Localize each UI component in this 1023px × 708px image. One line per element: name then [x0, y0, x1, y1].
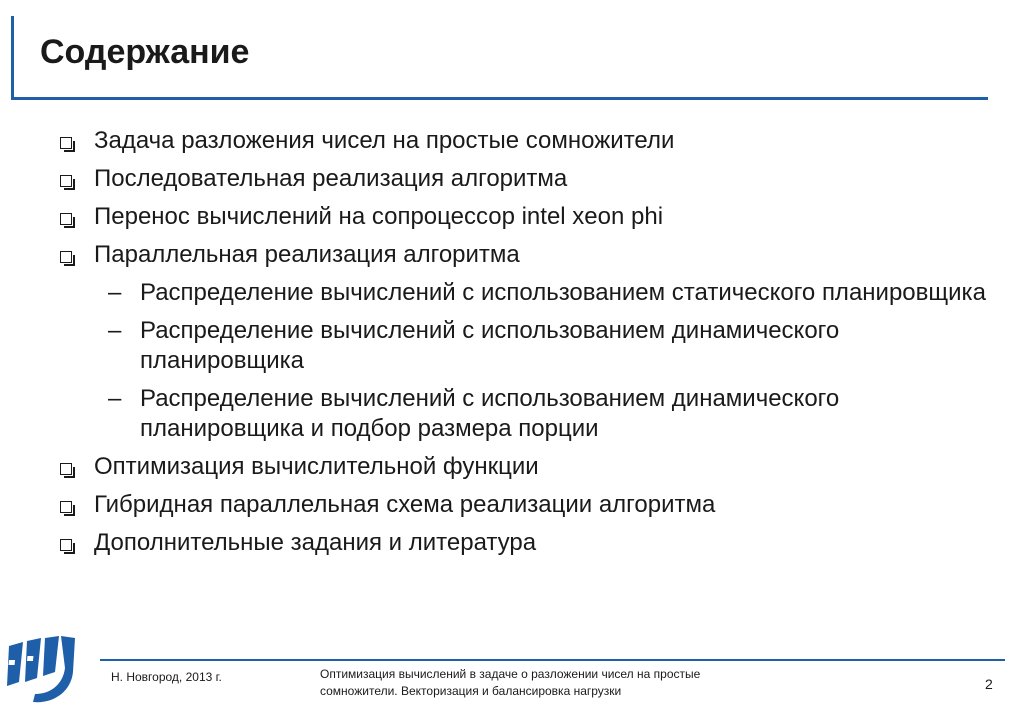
checkbox-bullet-icon: [60, 251, 72, 263]
title-underline: [11, 97, 988, 100]
dash-bullet: –: [108, 279, 122, 306]
list-item-text: Дополнительные задания и литература: [94, 529, 537, 556]
list-item-text: Гибридная параллельная схема реализации алгоритма: [94, 491, 716, 518]
sub-list-item: [108, 384, 1000, 444]
slide-title: Содержание: [40, 33, 250, 71]
list-item-text: Последовательная реализация алгоритма: [94, 165, 568, 192]
list-item: [60, 240, 1000, 270]
table-of-contents: [60, 126, 1000, 566]
checkbox-bullet-icon: [60, 175, 72, 187]
list-item-text: Перенос вычислений на сопроцессор intel xeon phi: [94, 203, 664, 230]
sub-list-item: [108, 278, 1000, 308]
list-item: [60, 164, 1000, 194]
list-item: [60, 490, 1000, 520]
checkbox-bullet-icon: [60, 463, 72, 475]
list-item: [60, 126, 1000, 156]
footer-divider: [100, 659, 1005, 661]
page-number: 2: [985, 676, 993, 692]
list-item: [60, 202, 1000, 232]
list-item: [60, 452, 1000, 482]
title-accent-bar: [11, 16, 14, 100]
dash-bullet: –: [108, 385, 122, 412]
sub-list-item-text: Распределение вычислений с использованием динамического планировщика: [140, 317, 840, 374]
list-item-text: Параллельная реализация алгоритма: [94, 241, 520, 268]
checkbox-bullet-icon: [60, 213, 72, 225]
footer-location-year: Н. Новгород, 2013 г.: [111, 670, 222, 684]
sub-list-item: [108, 316, 1000, 376]
list-item-text: Задача разложения чисел на простые сомножители: [94, 127, 675, 154]
checkbox-bullet-icon: [60, 137, 72, 149]
sub-list-item-text: Распределение вычислений с использованием статического планировщика: [140, 279, 986, 306]
dash-bullet: –: [108, 317, 122, 344]
university-logo-icon: [3, 632, 77, 706]
list-item-text: Оптимизация вычислительной функции: [94, 453, 539, 480]
checkbox-bullet-icon: [60, 539, 72, 551]
sub-list-item-text: Распределение вычислений с использованием динамического планировщика и подбор размера порции: [140, 385, 840, 442]
list-item: [60, 528, 1000, 558]
checkbox-bullet-icon: [60, 501, 72, 513]
footer-course-title: Оптимизация вычислений в задаче о разложении чисел на простые сомножители. Векторизация и балансировка нагрузки: [320, 667, 701, 698]
